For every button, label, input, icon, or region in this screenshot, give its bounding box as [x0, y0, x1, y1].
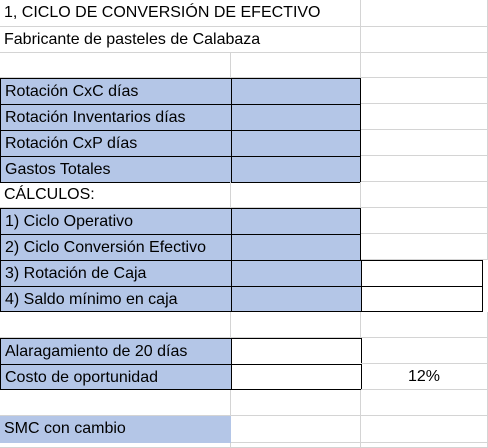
label-ciclo-operativo[interactable]: 1) Ciclo Operativo	[0, 208, 232, 235]
cell[interactable]	[361, 0, 488, 27]
label-costo-oportunidad[interactable]: Costo de oportunidad	[0, 364, 232, 390]
value-rotacion-inventarios[interactable]	[231, 104, 361, 131]
cell[interactable]	[361, 53, 488, 78]
cell[interactable]	[361, 338, 488, 364]
cell[interactable]	[361, 312, 488, 338]
label-alargamiento[interactable]: Alaragamiento de 20 días	[0, 338, 232, 365]
cell[interactable]	[361, 156, 488, 182]
value-rotacion-cxp[interactable]	[231, 130, 361, 157]
cell[interactable]	[231, 182, 361, 208]
label-smc-con-cambio[interactable]: SMC con cambio	[0, 416, 231, 443]
calc-header-cell[interactable]: CÁLCULOS:	[0, 182, 231, 208]
cell[interactable]	[231, 53, 361, 78]
cell[interactable]	[0, 390, 231, 416]
cell[interactable]	[231, 390, 361, 416]
value-ciclo-conversion[interactable]	[231, 234, 361, 261]
extra-saldo-minimo[interactable]	[361, 286, 483, 312]
value-saldo-minimo[interactable]	[231, 286, 362, 312]
extra-rotacion-caja[interactable]	[361, 260, 483, 287]
cell[interactable]	[361, 78, 488, 104]
cell[interactable]	[231, 312, 361, 338]
cell[interactable]	[361, 208, 488, 234]
label-rotacion-inventarios[interactable]: Rotación Inventarios días	[0, 104, 232, 131]
costo-oportunidad-rate[interactable]: 12%	[361, 364, 488, 390]
value-gastos-totales[interactable]	[231, 156, 361, 183]
cell[interactable]	[231, 416, 361, 443]
label-rotacion-caja[interactable]: 3) Rotación de Caja	[0, 260, 232, 287]
cell[interactable]	[361, 390, 488, 416]
label-saldo-minimo[interactable]: 4) Saldo mínimo en caja	[0, 286, 232, 312]
cell[interactable]	[361, 416, 488, 443]
cell[interactable]	[361, 27, 488, 53]
cell[interactable]	[361, 104, 488, 130]
label-gastos-totales[interactable]: Gastos Totales	[0, 156, 232, 183]
cell[interactable]	[361, 182, 488, 208]
cell[interactable]	[0, 443, 231, 448]
value-rotacion-caja[interactable]	[231, 260, 362, 287]
value-rotacion-cxc[interactable]	[231, 78, 361, 105]
value-ciclo-operativo[interactable]	[231, 208, 361, 235]
cell[interactable]	[361, 443, 488, 448]
cell[interactable]	[231, 443, 361, 448]
value-alargamiento[interactable]	[231, 338, 362, 365]
sheet-subtitle-cell[interactable]: Fabricante de pasteles de Calabaza	[0, 27, 361, 53]
label-rotacion-cxp[interactable]: Rotación CxP días	[0, 130, 232, 157]
label-rotacion-cxc[interactable]: Rotación CxC días	[0, 78, 232, 105]
sheet-title-cell[interactable]: 1, CICLO DE CONVERSIÓN DE EFECTIVO	[0, 0, 361, 27]
cell[interactable]	[0, 312, 231, 338]
cell[interactable]	[0, 53, 231, 78]
cell[interactable]	[361, 130, 488, 156]
label-ciclo-conversion[interactable]: 2) Ciclo Conversión Efectivo	[0, 234, 232, 261]
value-costo-oportunidad[interactable]	[231, 364, 362, 390]
cell[interactable]	[361, 234, 488, 260]
